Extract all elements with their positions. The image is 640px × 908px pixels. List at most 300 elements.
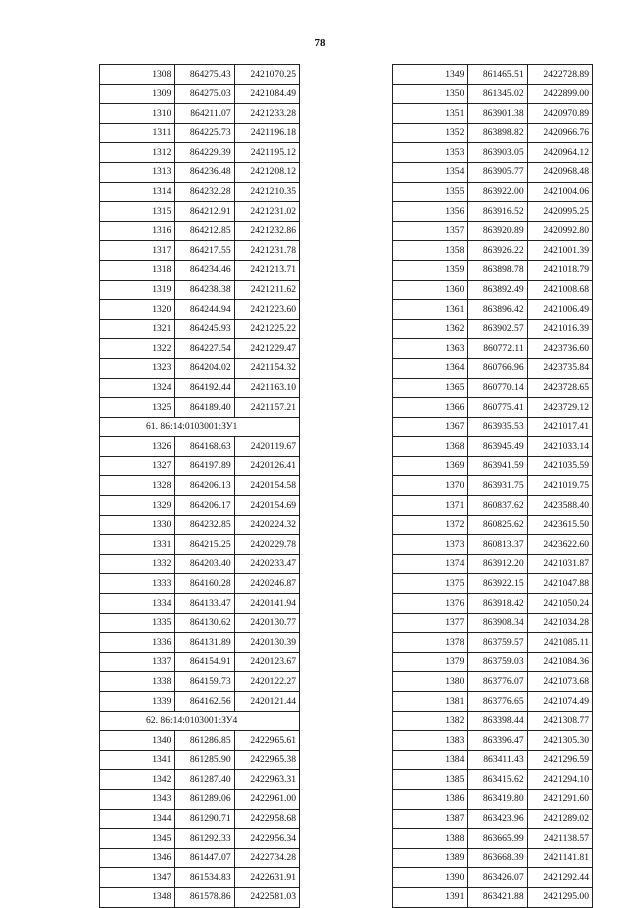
y-coordinate: 2420130.39 — [234, 633, 299, 653]
y-coordinate: 2421225.22 — [234, 319, 299, 339]
y-coordinate: 2421231.78 — [234, 241, 299, 261]
point-number: 1312 — [100, 143, 175, 163]
x-coordinate: 863922.00 — [468, 182, 527, 202]
table-row — [100, 868, 300, 888]
x-coordinate: 864197.89 — [175, 456, 234, 476]
point-number: 1342 — [100, 770, 175, 790]
page-number: 78 — [314, 37, 326, 49]
x-coordinate: 864212.91 — [175, 202, 234, 222]
x-coordinate: 863902.57 — [468, 319, 527, 339]
point-number: 1388 — [393, 829, 468, 849]
y-coordinate: 2420130.77 — [234, 613, 299, 633]
x-coordinate: 864225.73 — [175, 123, 234, 143]
table-row — [393, 456, 593, 476]
x-coordinate: 861447.07 — [175, 848, 234, 868]
table-row — [100, 672, 300, 692]
table-row — [393, 143, 593, 163]
y-coordinate: 2421154.32 — [234, 358, 299, 378]
x-coordinate: 864229.39 — [175, 143, 234, 163]
y-coordinate: 2420119.67 — [234, 437, 299, 457]
point-number: 1321 — [100, 319, 175, 339]
table-row — [393, 339, 593, 359]
table-row — [100, 535, 300, 555]
y-coordinate: 2421035.59 — [527, 456, 592, 476]
point-number: 1382 — [393, 711, 468, 731]
x-coordinate: 863926.22 — [468, 241, 527, 261]
y-coordinate: 2421073.68 — [527, 672, 592, 692]
y-coordinate: 2421006.49 — [527, 300, 592, 320]
y-coordinate: 2421018.79 — [527, 260, 592, 280]
point-number: 1310 — [100, 104, 175, 124]
y-coordinate: 2420154.69 — [234, 496, 299, 516]
table-row — [100, 378, 300, 398]
point-number: 1329 — [100, 496, 175, 516]
point-number: 1309 — [100, 84, 175, 104]
point-number: 1379 — [393, 652, 468, 672]
x-coordinate: 861290.71 — [175, 809, 234, 829]
x-coordinate: 863411.43 — [468, 750, 527, 770]
x-coordinate: 864189.40 — [175, 398, 234, 418]
table-row — [100, 476, 300, 496]
point-number: 1340 — [100, 731, 175, 751]
point-number: 1341 — [100, 750, 175, 770]
coordinates-table-right — [392, 64, 593, 908]
point-number: 1338 — [100, 672, 175, 692]
y-coordinate: 2423615.50 — [527, 515, 592, 535]
point-number: 1349 — [393, 65, 468, 85]
y-coordinate: 2421289.02 — [527, 809, 592, 829]
section-row — [100, 417, 300, 437]
x-coordinate: 864227.54 — [175, 339, 234, 359]
point-number: 1377 — [393, 613, 468, 633]
table-row — [393, 378, 593, 398]
point-number: 1348 — [100, 887, 175, 907]
x-coordinate: 864234.46 — [175, 260, 234, 280]
x-coordinate: 861292.33 — [175, 829, 234, 849]
x-coordinate: 863935.53 — [468, 417, 527, 437]
x-coordinate: 863776.65 — [468, 692, 527, 712]
x-coordinate: 863905.77 — [468, 162, 527, 182]
y-coordinate: 2421211.62 — [234, 280, 299, 300]
y-coordinate: 2421195.12 — [234, 143, 299, 163]
y-coordinate: 2422961.00 — [234, 789, 299, 809]
point-number: 1326 — [100, 437, 175, 457]
y-coordinate: 2422956.34 — [234, 829, 299, 849]
point-number: 1391 — [393, 887, 468, 907]
x-coordinate: 864206.17 — [175, 496, 234, 516]
table-row — [100, 300, 300, 320]
point-number: 1378 — [393, 633, 468, 653]
x-coordinate: 863665.99 — [468, 829, 527, 849]
y-coordinate: 2421308.77 — [527, 711, 592, 731]
y-coordinate: 2420121.44 — [234, 692, 299, 712]
x-coordinate: 861465.51 — [468, 65, 527, 85]
x-coordinate: 863908.34 — [468, 613, 527, 633]
y-coordinate: 2422581.03 — [234, 887, 299, 907]
x-coordinate: 863668.39 — [468, 848, 527, 868]
table-row — [100, 613, 300, 633]
table-row — [100, 809, 300, 829]
x-coordinate: 860775.41 — [468, 398, 527, 418]
y-coordinate: 2421196.18 — [234, 123, 299, 143]
point-number: 1357 — [393, 221, 468, 241]
table-row — [100, 594, 300, 614]
point-number: 1337 — [100, 652, 175, 672]
point-number: 1345 — [100, 829, 175, 849]
y-coordinate: 2421232.86 — [234, 221, 299, 241]
x-coordinate: 861345.02 — [468, 84, 527, 104]
point-number: 1343 — [100, 789, 175, 809]
point-number: 1372 — [393, 515, 468, 535]
y-coordinate: 2421070.25 — [234, 65, 299, 85]
y-coordinate: 2421292.44 — [527, 868, 592, 888]
y-coordinate: 2421294.10 — [527, 770, 592, 790]
point-number: 1368 — [393, 437, 468, 457]
table-row — [393, 848, 593, 868]
table-row — [393, 241, 593, 261]
x-coordinate: 863419.80 — [468, 789, 527, 809]
x-coordinate: 864204.02 — [175, 358, 234, 378]
x-coordinate: 863396.47 — [468, 731, 527, 751]
y-coordinate: 2421019.75 — [527, 476, 592, 496]
section-row — [100, 711, 300, 731]
table-row — [393, 260, 593, 280]
y-coordinate: 2420970.89 — [527, 104, 592, 124]
y-coordinate: 2421157.21 — [234, 398, 299, 418]
y-coordinate: 2420995.25 — [527, 202, 592, 222]
point-number: 1366 — [393, 398, 468, 418]
x-coordinate: 863912.20 — [468, 554, 527, 574]
y-coordinate: 2422899.00 — [527, 84, 592, 104]
point-number: 1360 — [393, 280, 468, 300]
table-row — [393, 887, 593, 907]
y-coordinate: 2421084.49 — [234, 84, 299, 104]
y-coordinate: 2420224.32 — [234, 515, 299, 535]
x-coordinate: 864154.91 — [175, 652, 234, 672]
point-number: 1324 — [100, 378, 175, 398]
x-coordinate: 863916.52 — [468, 202, 527, 222]
point-number: 1380 — [393, 672, 468, 692]
x-coordinate: 863931.75 — [468, 476, 527, 496]
table-row — [393, 750, 593, 770]
point-number: 1328 — [100, 476, 175, 496]
table-row — [393, 594, 593, 614]
table-row — [393, 515, 593, 535]
table-row — [393, 398, 593, 418]
table-row — [100, 202, 300, 222]
y-coordinate: 2422965.38 — [234, 750, 299, 770]
table-row — [100, 280, 300, 300]
x-coordinate: 863759.57 — [468, 633, 527, 653]
point-number: 1365 — [393, 378, 468, 398]
point-number: 1367 — [393, 417, 468, 437]
table-row — [100, 241, 300, 261]
x-coordinate: 864131.89 — [175, 633, 234, 653]
y-coordinate: 2420122.27 — [234, 672, 299, 692]
table-row — [100, 770, 300, 790]
point-number: 1330 — [100, 515, 175, 535]
y-coordinate: 2421008.68 — [527, 280, 592, 300]
y-coordinate: 2420964.12 — [527, 143, 592, 163]
point-number: 1339 — [100, 692, 175, 712]
y-coordinate: 2421231.02 — [234, 202, 299, 222]
coordinates-table-left — [99, 64, 300, 908]
table-row — [393, 280, 593, 300]
point-number: 1375 — [393, 574, 468, 594]
y-coordinate: 2423735.84 — [527, 358, 592, 378]
y-coordinate: 2423736.60 — [527, 339, 592, 359]
table-row — [100, 887, 300, 907]
point-number: 1384 — [393, 750, 468, 770]
x-coordinate: 864133.47 — [175, 594, 234, 614]
point-number: 1386 — [393, 789, 468, 809]
x-coordinate: 864232.28 — [175, 182, 234, 202]
x-coordinate: 864168.63 — [175, 437, 234, 457]
x-coordinate: 863945.49 — [468, 437, 527, 457]
y-coordinate: 2421085.11 — [527, 633, 592, 653]
table-row — [393, 633, 593, 653]
point-number: 1327 — [100, 456, 175, 476]
point-number: 1318 — [100, 260, 175, 280]
x-coordinate: 864215.25 — [175, 535, 234, 555]
x-coordinate: 863896.42 — [468, 300, 527, 320]
point-number: 1346 — [100, 848, 175, 868]
table-row — [393, 672, 593, 692]
table-row — [100, 358, 300, 378]
point-number: 1381 — [393, 692, 468, 712]
y-coordinate: 2422965.61 — [234, 731, 299, 751]
table-row — [100, 437, 300, 457]
x-coordinate: 861578.86 — [175, 887, 234, 907]
table-row — [100, 339, 300, 359]
y-coordinate: 2421004.06 — [527, 182, 592, 202]
x-coordinate: 863922.15 — [468, 574, 527, 594]
table-row — [393, 496, 593, 516]
y-coordinate: 2420966.76 — [527, 123, 592, 143]
y-coordinate: 2421305.30 — [527, 731, 592, 751]
table-row — [100, 84, 300, 104]
y-coordinate: 2421213.71 — [234, 260, 299, 280]
x-coordinate: 860825.62 — [468, 515, 527, 535]
point-number: 1383 — [393, 731, 468, 751]
table-row — [100, 750, 300, 770]
table-row — [393, 437, 593, 457]
x-coordinate: 863898.82 — [468, 123, 527, 143]
y-coordinate: 2420126.41 — [234, 456, 299, 476]
y-coordinate: 2422631.91 — [234, 868, 299, 888]
x-coordinate: 864217.55 — [175, 241, 234, 261]
y-coordinate: 2422728.89 — [527, 65, 592, 85]
point-number: 1353 — [393, 143, 468, 163]
x-coordinate: 864203.40 — [175, 554, 234, 574]
x-coordinate: 864211.07 — [175, 104, 234, 124]
point-number: 1369 — [393, 456, 468, 476]
y-coordinate: 2420229.78 — [234, 535, 299, 555]
x-coordinate: 863903.05 — [468, 143, 527, 163]
x-coordinate: 864212.85 — [175, 221, 234, 241]
table-row — [393, 123, 593, 143]
point-number: 1351 — [393, 104, 468, 124]
point-number: 1320 — [100, 300, 175, 320]
x-coordinate: 863898.78 — [468, 260, 527, 280]
point-number: 1314 — [100, 182, 175, 202]
point-number: 1316 — [100, 221, 175, 241]
y-coordinate: 2421233.28 — [234, 104, 299, 124]
point-number: 1311 — [100, 123, 175, 143]
point-number: 1322 — [100, 339, 175, 359]
table-row — [393, 711, 593, 731]
table-row — [100, 104, 300, 124]
point-number: 1331 — [100, 535, 175, 555]
y-coordinate: 2421050.24 — [527, 594, 592, 614]
table-row — [100, 65, 300, 85]
x-coordinate: 863892.49 — [468, 280, 527, 300]
x-coordinate: 864232.85 — [175, 515, 234, 535]
y-coordinate: 2421034.28 — [527, 613, 592, 633]
table-row — [393, 731, 593, 751]
point-number: 1361 — [393, 300, 468, 320]
x-coordinate: 863941.59 — [468, 456, 527, 476]
x-coordinate: 860770.14 — [468, 378, 527, 398]
point-number: 1363 — [393, 339, 468, 359]
y-coordinate: 2423728.65 — [527, 378, 592, 398]
x-coordinate: 863918.42 — [468, 594, 527, 614]
y-coordinate: 2421163.10 — [234, 378, 299, 398]
table-row — [393, 692, 593, 712]
point-number: 1385 — [393, 770, 468, 790]
point-number: 1335 — [100, 613, 175, 633]
point-number: 1362 — [393, 319, 468, 339]
table-row — [100, 554, 300, 574]
y-coordinate: 2423729.12 — [527, 398, 592, 418]
table-row — [393, 829, 593, 849]
point-number: 1334 — [100, 594, 175, 614]
y-coordinate: 2422958.68 — [234, 809, 299, 829]
y-coordinate: 2421016.39 — [527, 319, 592, 339]
y-coordinate: 2421047.88 — [527, 574, 592, 594]
table-row — [393, 84, 593, 104]
point-number: 1350 — [393, 84, 468, 104]
table-row — [100, 496, 300, 516]
table-row — [393, 574, 593, 594]
x-coordinate: 864238.38 — [175, 280, 234, 300]
point-number: 1323 — [100, 358, 175, 378]
y-coordinate: 2420246.87 — [234, 574, 299, 594]
y-coordinate: 2421138.57 — [527, 829, 592, 849]
point-number: 1315 — [100, 202, 175, 222]
point-number: 1333 — [100, 574, 175, 594]
x-coordinate: 861287.40 — [175, 770, 234, 790]
table-row — [100, 398, 300, 418]
point-number: 1347 — [100, 868, 175, 888]
y-coordinate: 2423588.40 — [527, 496, 592, 516]
section-title: 62. 86:14:0103001:ЗУ4 — [100, 711, 300, 731]
x-coordinate: 863398.44 — [468, 711, 527, 731]
x-coordinate: 864160.28 — [175, 574, 234, 594]
y-coordinate: 2420123.67 — [234, 652, 299, 672]
point-number: 1376 — [393, 594, 468, 614]
y-coordinate: 2420233.47 — [234, 554, 299, 574]
x-coordinate: 861286.85 — [175, 731, 234, 751]
y-coordinate: 2421208.12 — [234, 162, 299, 182]
point-number: 1336 — [100, 633, 175, 653]
table-row — [100, 456, 300, 476]
y-coordinate: 2421210.35 — [234, 182, 299, 202]
table-row — [393, 770, 593, 790]
point-number: 1364 — [393, 358, 468, 378]
table-row — [100, 692, 300, 712]
table-row — [100, 652, 300, 672]
x-coordinate: 860837.62 — [468, 496, 527, 516]
x-coordinate: 864130.62 — [175, 613, 234, 633]
y-coordinate: 2420968.48 — [527, 162, 592, 182]
y-coordinate: 2421229.47 — [234, 339, 299, 359]
x-coordinate: 864162.56 — [175, 692, 234, 712]
y-coordinate: 2421017.41 — [527, 417, 592, 437]
table-row — [393, 162, 593, 182]
table-row — [393, 789, 593, 809]
x-coordinate: 864159.73 — [175, 672, 234, 692]
y-coordinate: 2421084.36 — [527, 652, 592, 672]
table-row — [100, 515, 300, 535]
x-coordinate: 863423.96 — [468, 809, 527, 829]
table-row — [100, 182, 300, 202]
table-row — [393, 104, 593, 124]
table-row — [393, 358, 593, 378]
y-coordinate: 2421223.60 — [234, 300, 299, 320]
x-coordinate: 864206.13 — [175, 476, 234, 496]
x-coordinate: 864192.44 — [175, 378, 234, 398]
table-row — [100, 162, 300, 182]
x-coordinate: 864275.03 — [175, 84, 234, 104]
point-number: 1356 — [393, 202, 468, 222]
point-number: 1389 — [393, 848, 468, 868]
table-row — [393, 809, 593, 829]
x-coordinate: 861285.90 — [175, 750, 234, 770]
x-coordinate: 860766.96 — [468, 358, 527, 378]
y-coordinate: 2421296.59 — [527, 750, 592, 770]
table-row — [100, 260, 300, 280]
point-number: 1325 — [100, 398, 175, 418]
section-title: 61. 86:14:0103001:ЗУ1 — [100, 417, 300, 437]
table-row — [100, 123, 300, 143]
point-number: 1354 — [393, 162, 468, 182]
x-coordinate: 861289.06 — [175, 789, 234, 809]
point-number: 1355 — [393, 182, 468, 202]
table-row — [100, 319, 300, 339]
table-row — [393, 652, 593, 672]
x-coordinate: 860772.11 — [468, 339, 527, 359]
y-coordinate: 2421141.81 — [527, 848, 592, 868]
x-coordinate: 864244.94 — [175, 300, 234, 320]
x-coordinate: 864236.48 — [175, 162, 234, 182]
table-row — [100, 848, 300, 868]
point-number: 1370 — [393, 476, 468, 496]
x-coordinate: 863920.89 — [468, 221, 527, 241]
point-number: 1352 — [393, 123, 468, 143]
y-coordinate: 2421031.87 — [527, 554, 592, 574]
y-coordinate: 2420154.58 — [234, 476, 299, 496]
point-number: 1319 — [100, 280, 175, 300]
y-coordinate: 2420141.94 — [234, 594, 299, 614]
table-row — [393, 300, 593, 320]
y-coordinate: 2421074.49 — [527, 692, 592, 712]
table-row — [393, 535, 593, 555]
table-row — [393, 417, 593, 437]
table-row — [100, 731, 300, 751]
table-row — [393, 476, 593, 496]
table-row — [393, 613, 593, 633]
